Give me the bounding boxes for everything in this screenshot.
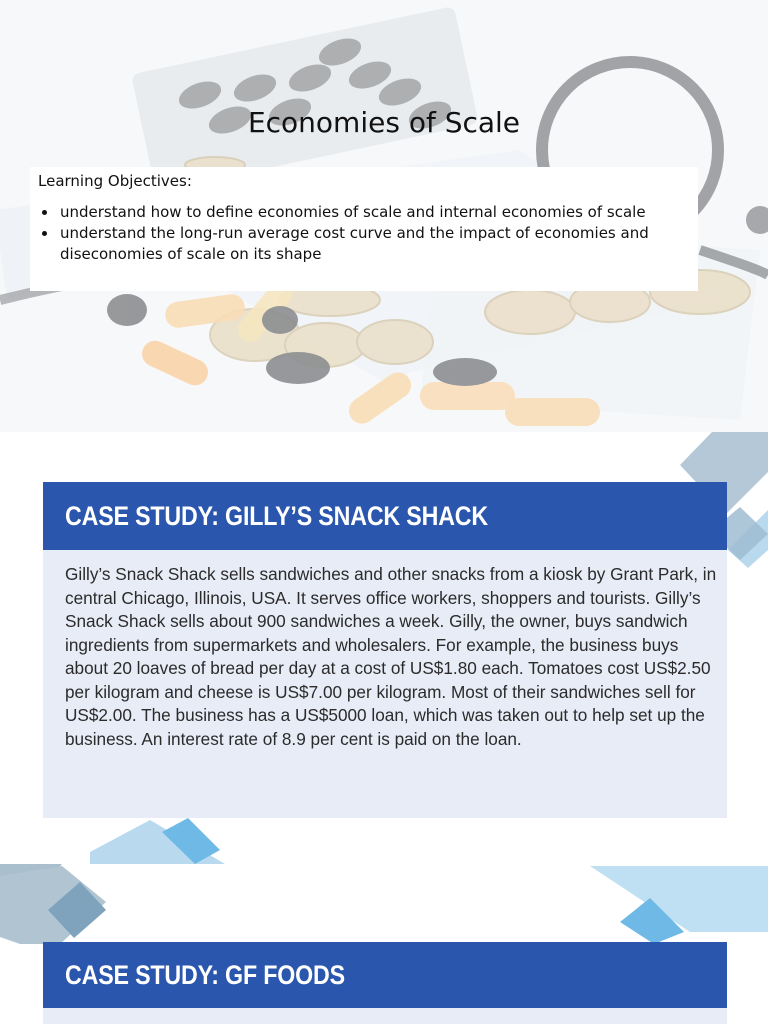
case-study-body <box>43 1008 727 1024</box>
learning-objectives-box <box>30 167 698 291</box>
title-slide <box>0 0 768 432</box>
objectives-list <box>38 202 690 265</box>
case-study-header <box>43 482 727 550</box>
objective-item: • understand how to define economies of scale and internal economies of scale <box>58 202 690 223</box>
case-study-title: CASE STUDY: GILLY’S SNACK SHACK <box>65 500 488 531</box>
case-study-body: Gilly’s Snack Shack sells sandwiches and other snacks from a kiosk by Grant Park, in central Chicago, Illinois, USA. It serves office workers, shoppers and tourists. Gilly’s Snack Shack sells about 900 sandwiches a week. Gilly, the owner, buys sandwich ingredients from supermarkets and wholesalers. For example, the business buys about 20 loaves of bread per day at a cost of US$1.80 each. Tomatoes cost US$2.50 per kilogram and cheese is US$7.00 per kilogram. Most of their sandwiches sell for US$2.00. The business has a US$5000 loan, which was taken out to help set up the business. An interest rate of 8.9 per cent is paid on the loan. <box>43 550 727 818</box>
objective-item: • understand the long-run average cost curve and the impact of economies and diseconomies of scale on its shape <box>58 223 690 265</box>
case-study-title: CASE STUDY: GF FOODS <box>65 959 345 990</box>
case-study-header <box>43 942 727 1008</box>
slide-title: Economies of Scale <box>247 106 521 139</box>
deco-triangle-right <box>590 866 768 932</box>
objectives-heading: Learning Objectives: <box>38 172 192 190</box>
